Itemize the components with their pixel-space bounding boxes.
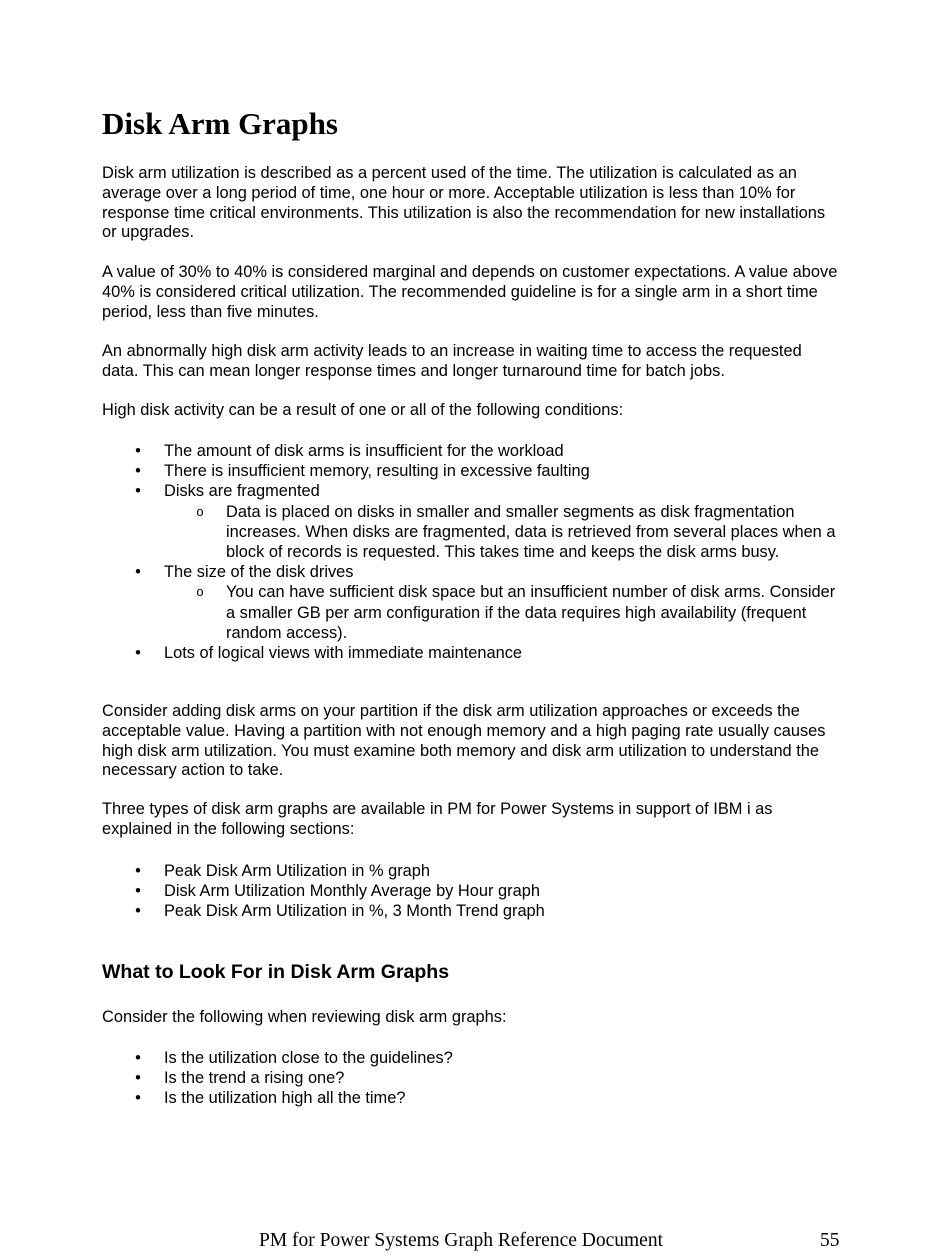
list-item-text: The amount of disk arms is insufficient for the workload (164, 442, 564, 460)
list-item (102, 1068, 838, 1088)
list-item (102, 901, 838, 921)
sub-list-item (164, 582, 838, 643)
list-item-text: Lots of logical views with immediate maintenance (164, 644, 523, 663)
paragraph-conditions-intro: High disk activity can be a result of one or all of the following conditions: (102, 401, 624, 419)
list-item (102, 861, 838, 881)
sub-list-item-text: You can have sufficient disk space but an insufficient number of disk arms. Consider a smaller GB per arm configuration if the data requires high availability (frequent random access). (226, 583, 836, 642)
bullet-icon: • (135, 882, 141, 901)
list-item-text: Is the utilization close to the guidelines? (164, 1049, 453, 1067)
list-item-text: Disks are fragmented (164, 482, 320, 501)
bullet-icon: • (135, 862, 141, 880)
list-item (102, 1048, 838, 1068)
circle-bullet-icon: o (196, 584, 204, 600)
sub-list-item (164, 502, 838, 563)
bullet-icon: • (135, 442, 141, 460)
sub-list (164, 502, 838, 563)
paragraph-graph-types-intro: Three types of disk arm graphs are available in PM for Power Systems in support of IBM i as explained in the following sections: (102, 800, 773, 838)
paragraph-add-disk-arms: Consider adding disk arms on your partition if the disk arm utilization approaches or exceeds the acceptable value. Having a partition with not enough memory and a high paging rate usually causes high disk arm utilization. You must examine both memory and disk arm utilization to understand the necessary action to take. (102, 702, 826, 780)
paragraph-marginal-critical: A value of 30% to 40% is considered marginal and depends on customer expectations. A value above 40% is considered critical utilization. The recommended guideline is for a single arm in a short time period, less than five minutes. (102, 263, 838, 321)
paragraph-review-intro: Consider the following when reviewing disk arm graphs: (102, 1008, 507, 1026)
bullet-icon: • (135, 644, 141, 663)
list-item (102, 461, 838, 481)
list-item (102, 643, 838, 663)
sub-list (164, 582, 838, 643)
paragraph-utilization-definition: Disk arm utilization is described as a percent used of the time. The utilization is calculated as an average over a long period of time, one hour or more. Acceptable utilization is less than 10% for response time critical environments. This utilization is also the recommendation for new installations or upgrades. (102, 164, 826, 242)
bullet-icon: • (135, 902, 141, 921)
list-item (102, 562, 838, 643)
bullet-icon: • (135, 1049, 141, 1067)
list-item-text: Is the utilization high all the time? (164, 1089, 406, 1108)
list-item (102, 881, 838, 901)
section-heading: What to Look For in Disk Arm Graphs (102, 961, 450, 983)
list-item-text: There is insufficient memory, resulting in excessive faulting (164, 462, 590, 481)
bullet-icon: • (135, 462, 141, 481)
bullet-icon: • (135, 1069, 141, 1088)
footer-document-title: PM for Power Systems Graph Reference Document (259, 1230, 663, 1251)
graph-types-list (102, 861, 838, 922)
bullet-icon: • (135, 482, 141, 501)
paragraph-abnormal-activity: An abnormally high disk arm activity leads to an increase in waiting time to access the requested data. This can mean longer response times and longer turnaround time for batch jobs. (102, 342, 802, 380)
page-title: Disk Arm Graphs (102, 106, 338, 141)
list-item-text: Peak Disk Arm Utilization in %, 3 Month Trend graph (164, 902, 545, 921)
list-item (102, 481, 838, 562)
list-item-text: Disk Arm Utilization Monthly Average by Hour graph (164, 882, 540, 901)
sub-list-item-text: Data is placed on disks in smaller and smaller segments as disk fragmentation increases. When disks are fragmented, data is retrieved from several places when a block of records is requested. This takes time and keeps the disk arms busy. (226, 502, 836, 562)
footer-page-number: 55 (820, 1230, 840, 1251)
list-item-text: The size of the disk drives (164, 563, 354, 582)
conditions-list (102, 441, 838, 663)
list-item-text: Is the trend a rising one? (164, 1069, 345, 1088)
list-item (102, 1088, 838, 1108)
circle-bullet-icon: o (196, 503, 204, 519)
bullet-icon: • (135, 1089, 141, 1108)
bullet-icon: • (135, 563, 141, 582)
list-item (102, 441, 838, 461)
review-questions-list (102, 1048, 838, 1109)
list-item-text: Peak Disk Arm Utilization in % graph (164, 862, 430, 880)
